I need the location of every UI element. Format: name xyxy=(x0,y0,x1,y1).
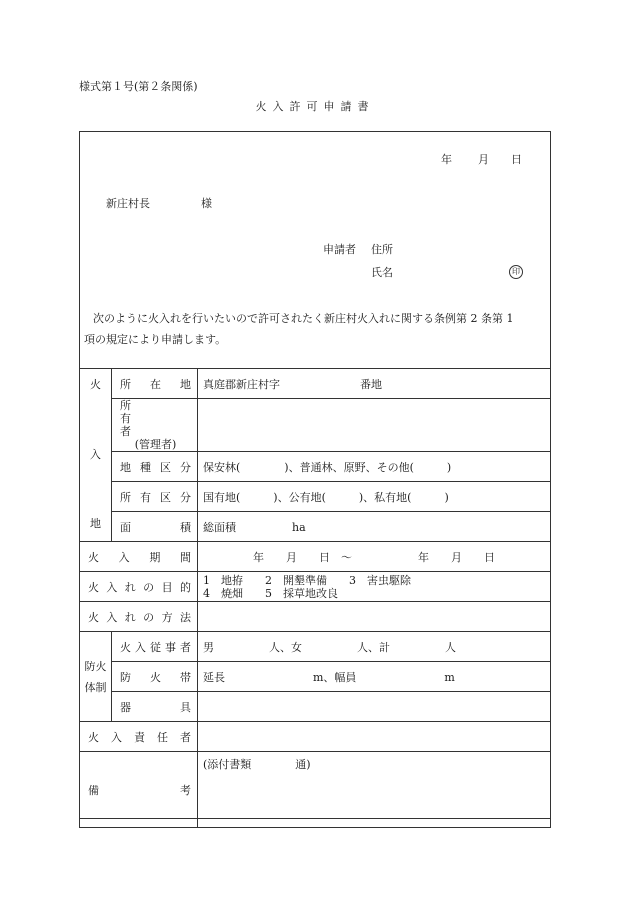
purpose-value-cell[interactable] xyxy=(198,572,551,602)
workers-row xyxy=(80,632,551,662)
fire-group-line1: 防火 xyxy=(84,659,107,673)
method-row xyxy=(80,602,551,632)
addressee-honorific: 様 xyxy=(201,197,212,210)
firebreak-label: 防 火 帯 xyxy=(120,670,191,684)
seal-mark: 印 xyxy=(509,265,523,279)
form-number: 様式第１号(第２条関係) xyxy=(79,80,198,93)
statement-line-1: 次のように火入れを行いたいので許可されたく新庄村火入れに関する条例第 2 条第 1 xyxy=(93,312,514,325)
purpose-label: 火 入 れ の 目 的 xyxy=(88,580,191,594)
remarks-row xyxy=(80,752,551,828)
responsible-row xyxy=(80,722,551,752)
area-unit: ha xyxy=(292,520,306,534)
period-label: 火 入 期 間 xyxy=(88,550,191,564)
purpose-row xyxy=(80,572,551,602)
period-value[interactable]: 年 月 日 ～ 年 月 日 xyxy=(198,542,551,572)
land-type-label: 地 種 区 分 xyxy=(120,460,191,474)
ownership-row xyxy=(80,482,551,512)
period-row xyxy=(80,542,551,572)
date-day-label: 日 xyxy=(511,153,522,166)
workers-label: 火 入 従 事 者 xyxy=(120,640,191,654)
ownership-value[interactable]: 国有地( )、公有地( )、私有地( ) xyxy=(198,482,551,512)
location-label: 所 在 地 xyxy=(120,377,191,391)
owner-sublabel: (管理者) xyxy=(134,438,177,451)
site-char-1: 火 xyxy=(90,378,101,391)
area-label: 面 積 xyxy=(120,520,191,534)
fire-prevention-group-cell xyxy=(80,632,112,722)
workers-value[interactable]: 男 人、女 人、計 人 xyxy=(198,632,551,662)
purpose-options-line2: 4 焼畑 5 採草地改良 xyxy=(203,586,338,600)
address-label: 住所 xyxy=(371,243,393,256)
firebreak-row xyxy=(80,662,551,692)
site-char-3: 地 xyxy=(90,517,101,530)
equipment-value-cell[interactable] xyxy=(198,692,551,722)
remarks-value[interactable]: (添付書類 通) xyxy=(198,752,551,828)
site-char-2: 入 xyxy=(90,448,101,461)
land-type-row xyxy=(80,452,551,482)
land-type-value[interactable]: 保安林( )、普通林、原野、その他( ) xyxy=(198,452,551,482)
area-value: 総面積 xyxy=(203,520,236,534)
date-month-label: 月 xyxy=(478,153,489,166)
location-row xyxy=(80,369,551,399)
ownership-label: 所 有 区 分 xyxy=(120,490,191,504)
owner-row xyxy=(80,399,551,452)
site-group-cell xyxy=(80,369,112,542)
method-label: 火 入 れ の 方 法 xyxy=(88,610,191,624)
equipment-row xyxy=(80,692,551,722)
equipment-label: 器 具 xyxy=(120,700,191,714)
area-value-cell[interactable] xyxy=(198,512,551,542)
location-suffix: 番地 xyxy=(360,377,382,391)
responsible-value-cell[interactable] xyxy=(198,722,551,752)
remarks-label: 備 考 xyxy=(88,783,191,797)
name-label: 氏名 xyxy=(371,266,393,279)
owner-label: 所 有 者 xyxy=(120,399,131,438)
date-year-label: 年 xyxy=(441,153,452,166)
firebreak-value[interactable]: 延長 m、幅員 m xyxy=(198,662,551,692)
statement-line-2: 項の規定により申請します。 xyxy=(84,333,227,346)
form-title: 火入許可申請書 xyxy=(255,100,375,113)
application-table xyxy=(79,368,551,828)
method-value-cell[interactable] xyxy=(198,602,551,632)
applicant-label: 申請者 xyxy=(323,243,356,256)
owner-value-cell[interactable] xyxy=(198,399,551,452)
addressee-name: 新庄村長 xyxy=(106,197,150,210)
area-row xyxy=(80,512,551,542)
location-value-cell[interactable] xyxy=(198,369,551,399)
purpose-options-line1: 1 地拵 2 開墾準備 3 害虫駆除 xyxy=(203,573,411,587)
fire-group-line2: 体制 xyxy=(84,680,107,694)
responsible-label: 火 入 責 任 者 xyxy=(88,730,191,744)
location-value: 真庭郡新庄村字 xyxy=(203,377,280,391)
